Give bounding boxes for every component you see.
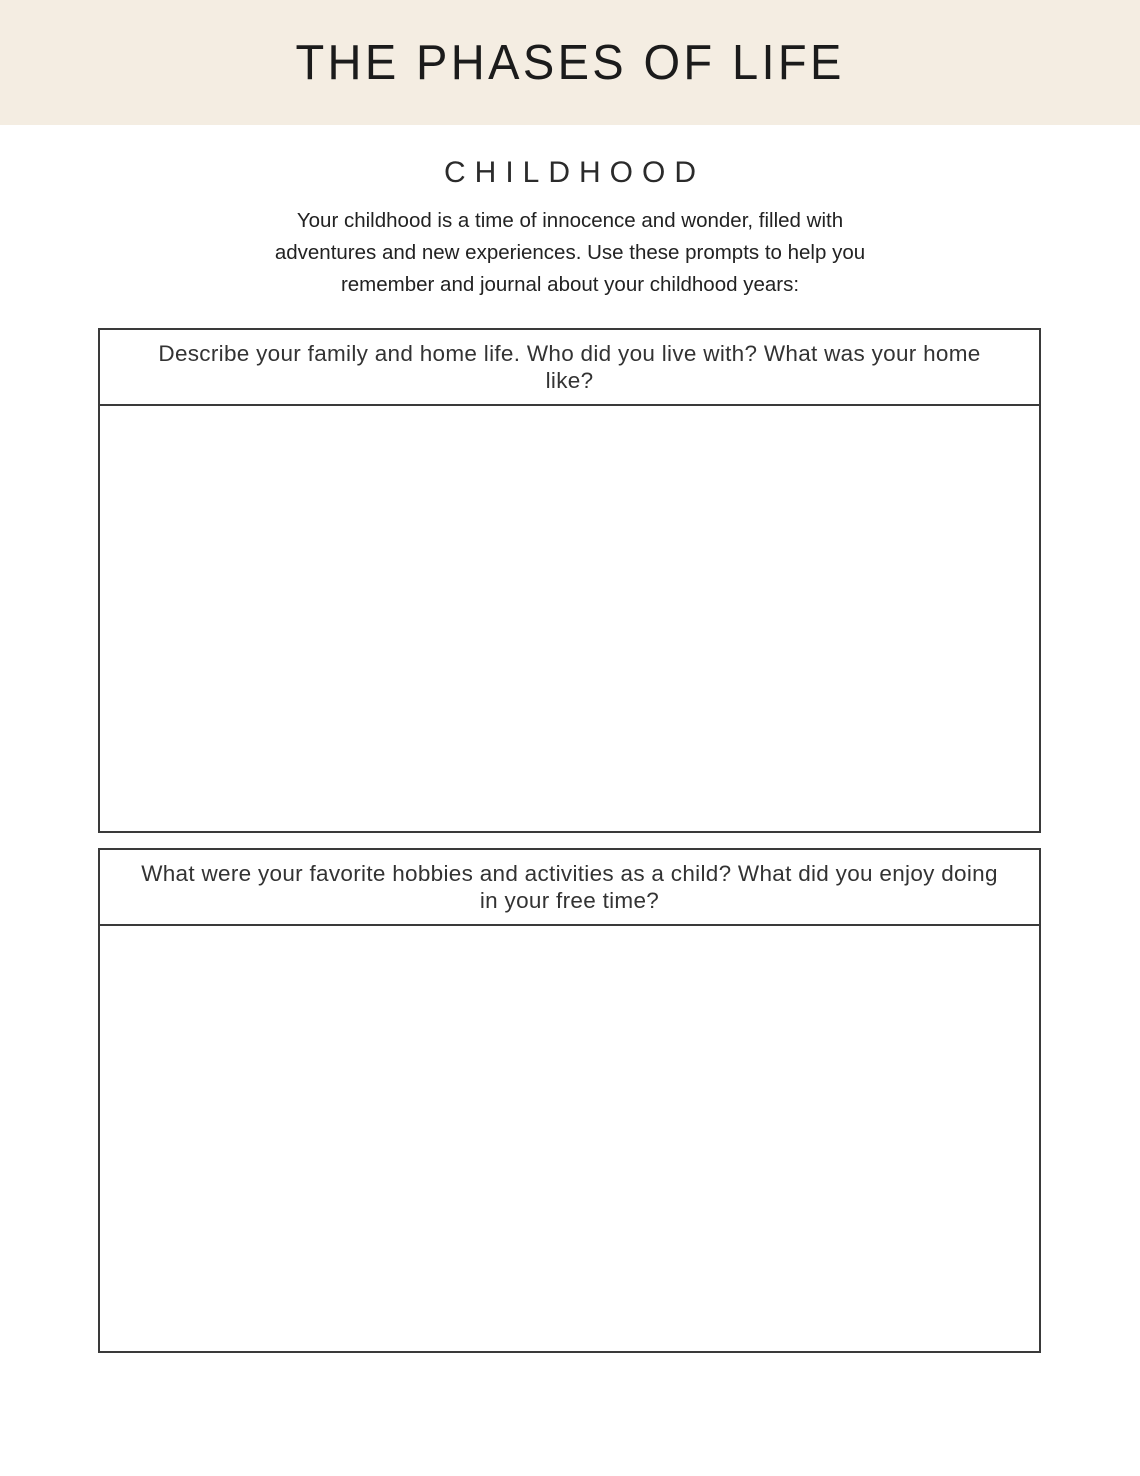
question-line: What were your favorite hobbies and activities as a child? What did you enjoy doing	[141, 861, 998, 886]
title-banner	[0, 0, 1140, 125]
intro-line: adventures and new experiences. Use these prompts to help you	[274, 241, 866, 264]
intro-line: Your childhood is a time of innocence and wonder, filled with	[296, 209, 844, 232]
question-line: in your free time?	[479, 888, 660, 913]
section-heading: CHILDHOOD	[443, 156, 705, 189]
prompt-box-family-home	[98, 328, 1041, 833]
question-line: Describe your family and home life. Who did you live with? What was your home	[158, 341, 981, 366]
prompt-question-hobbies	[100, 850, 1039, 926]
question-line: like?	[545, 368, 594, 393]
page-title: THE PHASES OF LIFE	[295, 35, 845, 90]
intro-line: remember and journal about your childhood years:	[340, 273, 800, 296]
prompt-question-family-home	[100, 330, 1039, 406]
answer-area-family-home[interactable]	[100, 406, 1039, 831]
section-intro	[0, 205, 1140, 301]
answer-area-hobbies[interactable]	[100, 926, 1039, 1351]
prompt-box-hobbies	[98, 848, 1041, 1353]
